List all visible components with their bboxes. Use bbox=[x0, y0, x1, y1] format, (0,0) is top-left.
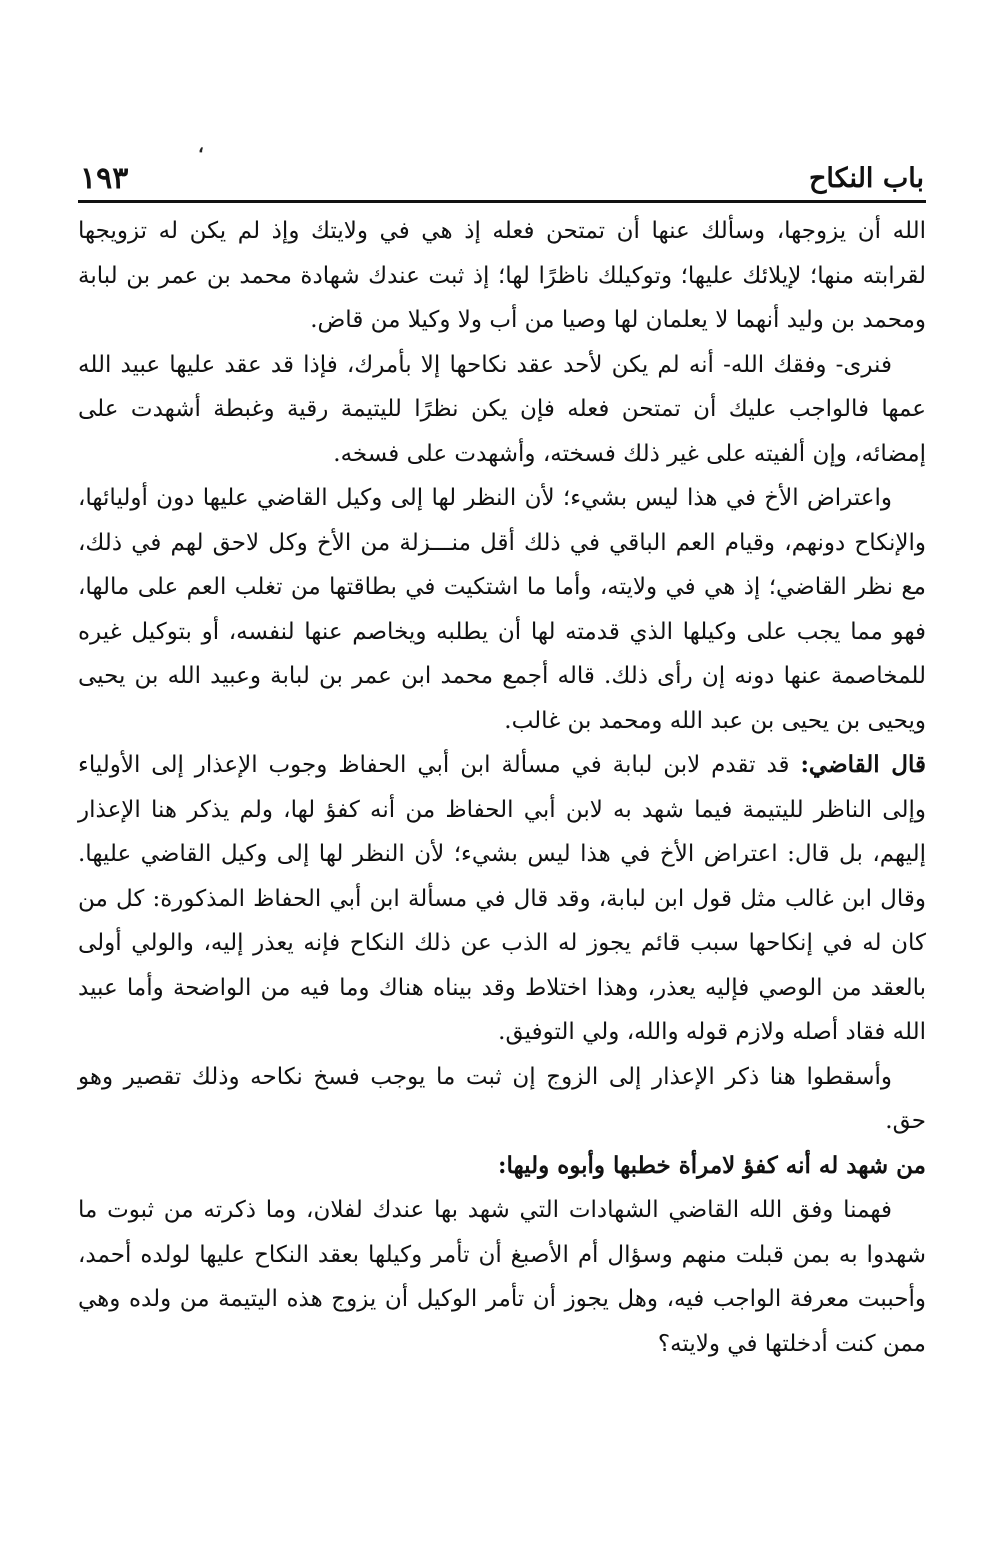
chapter-title: باب النكاح bbox=[808, 163, 924, 194]
stray-ink-mark: ، bbox=[198, 136, 204, 157]
paragraph-2: فنرى- وفقك الله- أنه لم يكن لأحد عقد نكاحها إلا بأمرك، فإذا قد عقد عليها عبيد الله عمها فالواجب عليك أن تمتحن فعله فإن يكن نظرًا لليتيمة رقية وغبطة أشهدت على إمضائه، وإن ألفيته على غير ذلك فسخته، وأشهدت على فسخه. bbox=[78, 351, 926, 467]
section-heading: من شهد له أنه كفؤ لامرأة خطبها وأبوه وليها: bbox=[498, 1151, 926, 1179]
book-page bbox=[78, 150, 926, 1366]
paragraph-3: واعتراض الأخ في هذا ليس بشيء؛ لأن النظر لها إلى وكيل القاضي عليها دون أوليائها، والإنكاح دونهم، وقيام العم الباقي في ذلك أقل منـــزلة من الأخ وكل لاحق لهم في ذلك، مع نظر القاضي؛ إذ هي في ولايته، وأما ما اشتكيت في بطاقتها من تغلب العم على مالها، فهو مما يجب على وكيلها الذي قدمته لها أن يطلبه ويخاصم عنها لنفسه، أو بتوكيل غيره للمخاصمة عنها دونه إن رأى ذلك. قاله أجمع محمد ابن عمر بن لبابة وعبيد الله بن يحيى ويحيى بن يحيى بن عبد الله ومحمد بن غالب. bbox=[78, 485, 926, 734]
paragraph-4-text: قد تقدم لابن لبابة في مسألة ابن أبي الحفاظ وجوب الإعذار إلى الأولياء وإلى الناظر لليتيمة فيما شهد به لابن أبي الحفاظ من أنه كفؤ لها، ولم يذكر هنا الإعذار إليهم، بل قال: اعتراض الأخ في هذا ليس بشيء؛ لأن النظر لها إلى وكيل القاضي عليها. وقال ابن غالب مثل قول ابن لبابة، وقد قال في مسألة ابن أبي الحفاظ المذكورة: كل من كان له في إنكاحها سبب قائم يجوز له الذب عن ذلك النكاح فإنه يعذر إليه، والولي أولى بالعقد من الوصي فإليه يعذر، وهذا اختلاط وقد بيناه هناك وما فيه من الواضحة وأما عبيد الله فقاد أصله ولازم قوله والله، ولي التوفيق. bbox=[78, 752, 926, 1045]
judge-lead-in: قال القاضي: bbox=[800, 751, 926, 778]
paragraph-5: وأسقطوا هنا ذكر الإعذار إلى الزوج إن ثبت ما يوجب فسخ نكاحه وذلك تقصير وهو حق. bbox=[78, 1063, 926, 1134]
body-text bbox=[78, 209, 926, 1366]
header-rule bbox=[78, 200, 926, 203]
paragraph-4 bbox=[78, 743, 926, 1055]
page-number: ١٩٣ bbox=[80, 161, 129, 196]
paragraph-1: الله أن يزوجها، وسألك عنها أن تمتحن فعله إذ هي في ولايتك وإذ لم يكن له تزويجها لقرابته منها؛ لإيلائك عليها؛ وتوكيلك ناظرًا لها؛ إذ ثبت عندك شهادة محمد بن عمر بن لبابة ومحمد بن وليد أنهما لا يعلمان لها وصيا من أب ولا وكيلا من قاض. bbox=[78, 218, 926, 333]
running-header bbox=[78, 150, 926, 196]
paragraph-6: فهمنا وفق الله القاضي الشهادات التي شهد بها عندك لفلان، وما ذكرته من ثبوت ما شهدوا به بمن قبلت منهم وسؤال أم الأصبغ أن تأمر وكيلها بعقد النكاح عليها لولده أحمد، وأحببت معرفة الواجب فيه، وهل يجوز أن تأمر الوكيل أن يزوج هذه اليتيمة من ولده وهي ممن كنت أدخلتها في ولايته؟ bbox=[78, 1197, 926, 1357]
